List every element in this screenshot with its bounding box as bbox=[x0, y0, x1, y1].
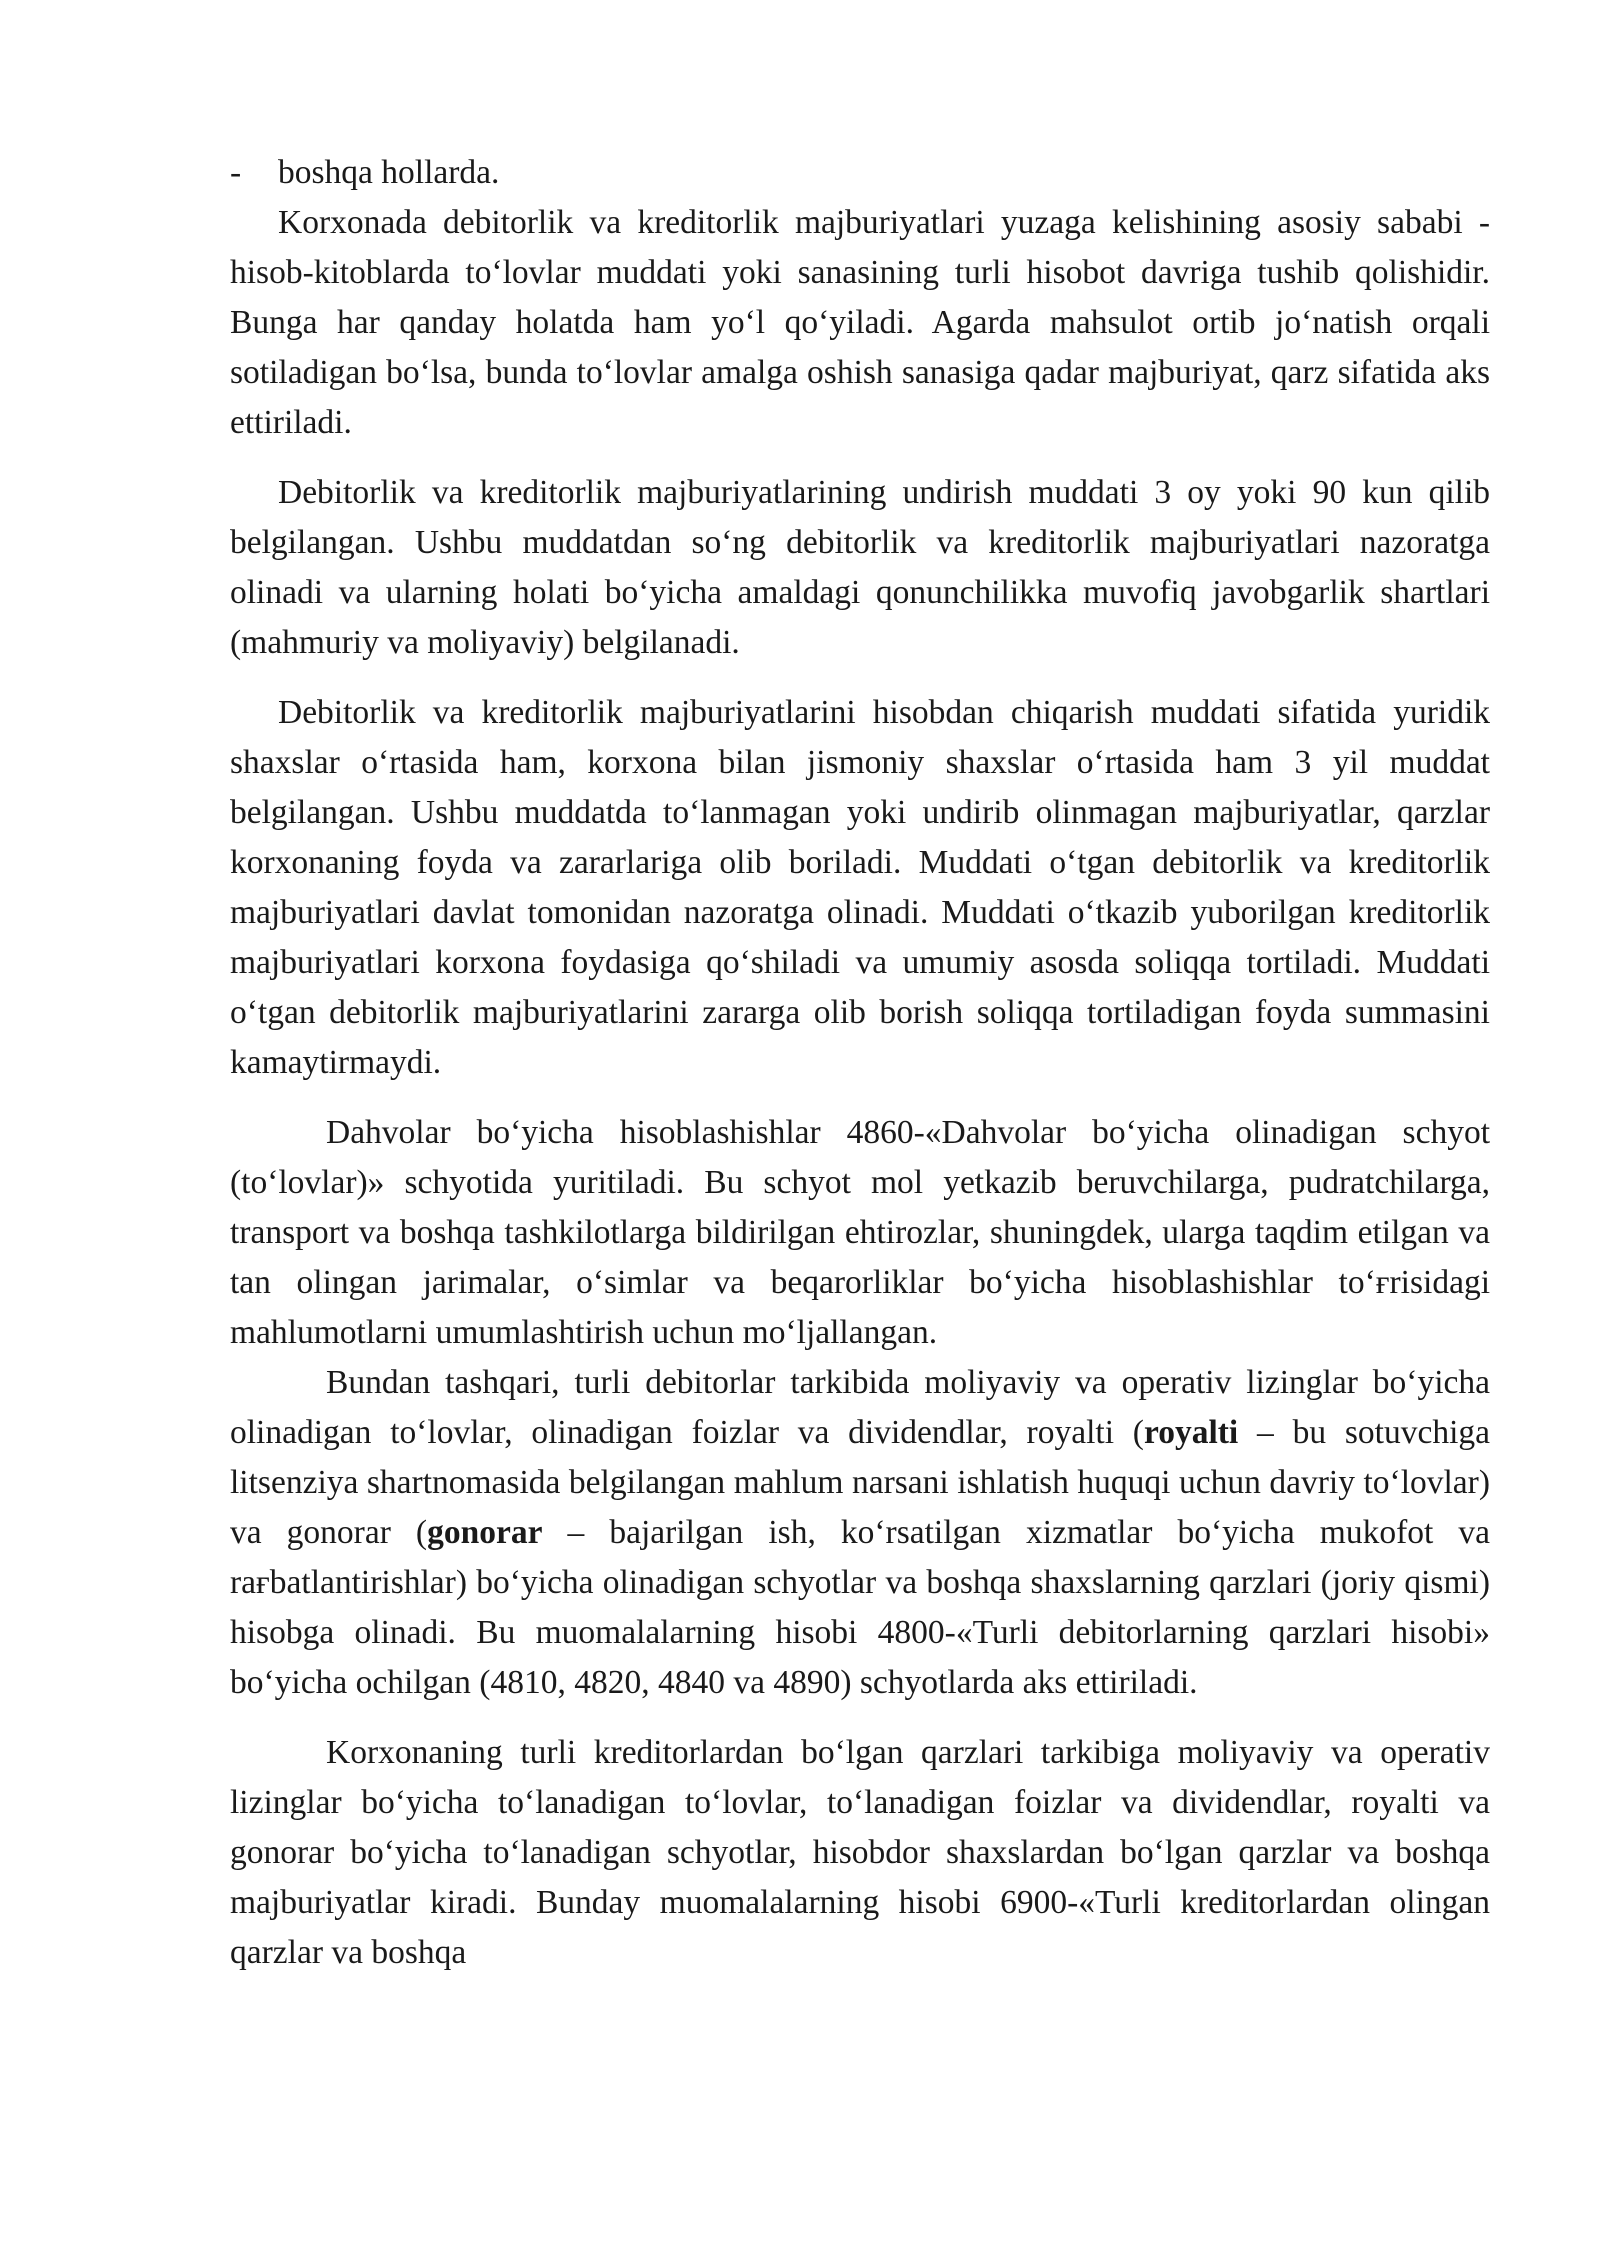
bold-term-royalti: royalti bbox=[1143, 1414, 1239, 1451]
paragraph-collection-term: Debitorlik va kreditorlik majburiyatlarining undirish muddati 3 oy yoki 90 kun qilib belgilangan. Ushbu muddatdan so‘ng debitorlik va kreditorlik majburiyatlari nazoratga olinadi va ularning holati bo‘yicha amaldagi qonunchilikka muvofiq javobgarlik shartlari (mahmuriy va moliyaviy) belgilanadi. bbox=[230, 474, 1490, 661]
list-item-other-cases bbox=[230, 148, 1490, 198]
document-page bbox=[230, 148, 1490, 1978]
paragraph-write-off-term: Debitorlik va kreditorlik majburiyatlarini hisobdan chiqarish muddati sifatida yuridik shaxslar o‘rtasida ham, korxona bilan jismoniy shaxslar o‘rtasida ham 3 yil muddat belgilangan. Ushbu muddatda to‘lanmagan yoki undirib olinmagan majburiyatlar, qarzlar korxonaning foyda va zararlariga olib boriladi. Muddati o‘tgan debitorlik va kreditorlik majburiyatlari davlat tomonidan nazoratga olinadi. Muddati o‘tkazib yuborilgan kreditorlik majburiyatlari korxona foydasiga qo‘shiladi va umumiy asosda soliqqa tortiladi. Muddati o‘tgan debitorlik majburiyatlarini zararga olib borish soliqqa tortiladigan foyda summasini kamaytirmaydi. bbox=[230, 694, 1490, 1081]
bold-term-gonorar: gonorar bbox=[427, 1514, 543, 1551]
paragraph-claims-account: Dahvolar bo‘yicha hisoblashishlar 4860-«Dahvolar bo‘yicha olinadigan schyot (to‘lovlar)» schyotida yuritiladi. Bu schyot mol yetkazib beruvchilarga, pudratchilarga, transport va boshqa tashkilotlarga bildirilgan ehtirozlar, shuningdek, ularga taqdim etilgan va tan olingan jarimalar, o‘simlar va beqarorliklar bo‘yicha hisoblashishlar to‘ғrisidagi mahlumotlarni umumlashtirish uchun mo‘ljallangan. bbox=[230, 1114, 1490, 1351]
list-item-text: boshqa hollarda. bbox=[278, 154, 500, 191]
text-segment: Bundan tashqari, turli debitorlar tarkibida moliyaviy va operativ lizinglar bo‘yicha olinadigan to‘lovlar, olinadigan foizlar va dividendlar, royalti ( bbox=[230, 1364, 1490, 1451]
paragraph-causes: Korxonada debitorlik va kreditorlik majburiyatlari yuzaga kelishining asosiy sababi - hisob-kitoblarda to‘lovlar muddati yoki sanasining turli hisobot davriga tushib qolishidir. Bunga har qanday holatda ham yo‘l qo‘yiladi. Agarda mahsulot ortib jo‘natish orqali sotiladigan bo‘lsa, bunda to‘lovlar amalga oshish sanasiga qadar majburiyat, qarz sifatida aks ettiriladi. bbox=[230, 204, 1490, 441]
paragraph-other-debtors bbox=[230, 1358, 1490, 1708]
text-segment: – bu sotuvchiga litsenziya shartnomasida belgilangan mahlum narsani ishlatish huquqi uchun davriy to‘lovlar) va gonorar ( bbox=[230, 1414, 1490, 1551]
list-dash: - bbox=[230, 154, 242, 191]
text-segment: – bajarilgan ish, ko‘rsatilgan xizmatlar bo‘yicha mukofot va raғbatlantirishlar) bo‘yicha olinadigan schyotlar va boshqa shaxslarning qarzlari (joriy qismi) hisobga olinadi. Bu muomalalarning hisobi 4800-«Turli debitorlarning qarzlari hisobi» bo‘yicha ochilgan (4810, 4820, 4840 va 4890) schyotlarda aks ettiriladi. bbox=[230, 1514, 1490, 1701]
paragraph-other-creditors: Korxonaning turli kreditorlardan bo‘lgan qarzlari tarkibiga moliyaviy va operativ lizinglar bo‘yicha to‘lanadigan to‘lovlar, to‘lanadigan foizlar va dividendlar, royalti va gonorar bo‘yicha to‘lanadigan schyotlar, hisobdor shaxslardan bo‘lgan qarzlar va boshqa majburiyatlar kiradi. Bunday muomalalarning hisobi 6900-«Turli kreditorlardan olingan qarzlar va boshqa bbox=[230, 1734, 1490, 1971]
